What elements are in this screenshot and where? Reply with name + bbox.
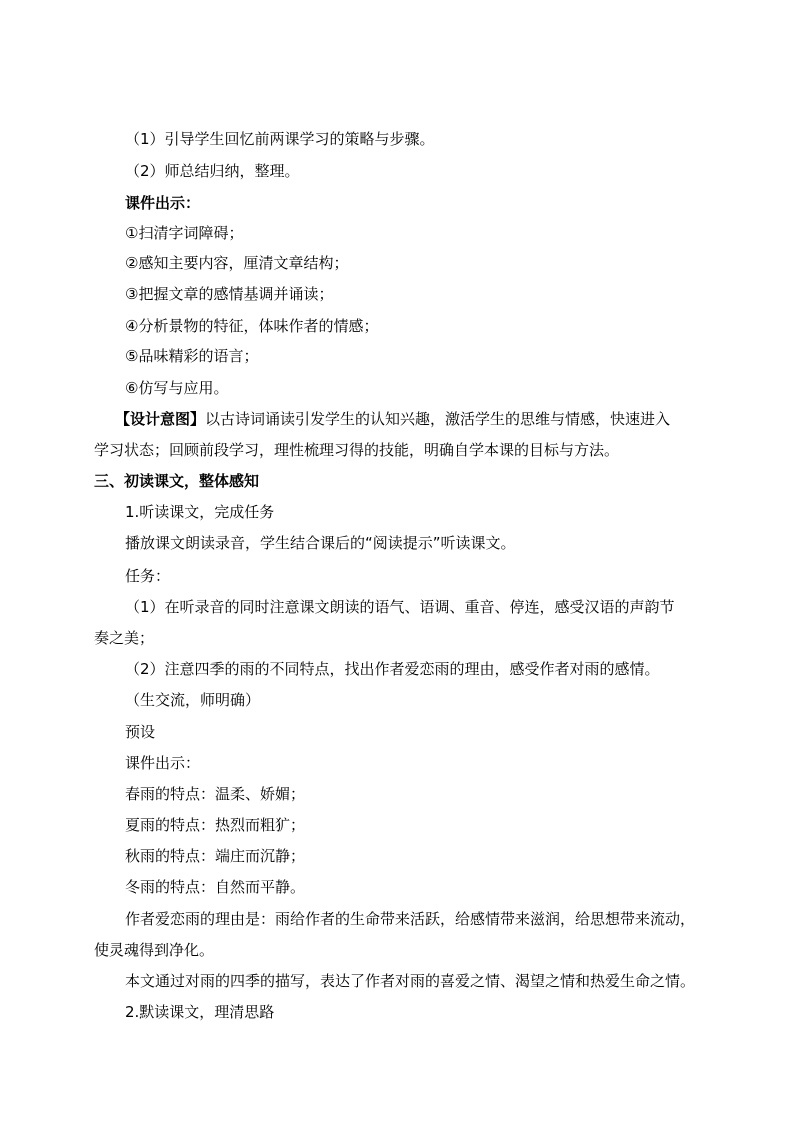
subsection-title: 2.默读课文，理清思路	[125, 1003, 275, 1021]
design-intent-label: 【设计意图】	[115, 410, 206, 428]
list-item: ⑥仿写与应用。	[125, 379, 229, 397]
courseware-heading: 课件出示：	[125, 194, 201, 212]
design-intent-text: 以古诗词诵读引发学生的认知兴趣，激活学生的思维与情感，快速进入	[205, 410, 671, 428]
paragraph: 播放课文朗读录音，学生结合课后的“阅读提示”听读课文。	[125, 534, 516, 552]
subsection-title: 1.听读课文，完成任务	[125, 503, 275, 521]
list-item: ②感知主要内容，厘清文章结构；	[125, 254, 349, 272]
list-item: 秋雨的特点：端庄而沉静；	[125, 847, 306, 865]
list-item: 春雨的特点：温柔、娇媚；	[125, 785, 306, 803]
list-item: ④分析景物的特征，体味作者的情感；	[125, 317, 379, 335]
task-2: （2）注意四季的雨的不同特点，找出作者爱恋雨的理由，感受作者对雨的感情。	[125, 660, 660, 678]
design-intent-line-2: 学习状态；回顾前段学习，理性梳理习得的技能，明确自学本课的目标与方法。	[94, 441, 620, 459]
list-item: ①扫清字词障碍；	[125, 224, 244, 242]
summary: 本文通过对雨的四季的描写，表达了作者对雨的喜爱之情、渴望之情和热爱生命之情。	[125, 972, 696, 990]
paragraph: 课件出示：	[125, 754, 201, 772]
paragraph-step-1: （1）引导学生回忆前两课学习的策略与步骤。	[125, 130, 435, 148]
paragraph: （生交流，师明确）	[125, 691, 261, 709]
task-1-line-2: 奏之美；	[94, 629, 155, 647]
task-label: 任务：	[125, 567, 171, 585]
design-intent-line-1	[115, 404, 670, 434]
reason-line-2: 使灵魂得到净化。	[94, 941, 215, 959]
list-item: 冬雨的特点：自然而平静。	[125, 878, 306, 896]
list-item: 夏雨的特点：热烈而粗犷；	[125, 816, 306, 834]
section-heading: 三、初读课文，整体感知	[94, 472, 260, 490]
list-item: ⑤品味精彩的语言；	[125, 347, 259, 365]
reason-line-1: 作者爱恋雨的理由是：雨给作者的生命带来活跃，给感情带来滋润，给思想带来流动，	[125, 910, 696, 928]
task-1-line-1: （1）在听录音的同时注意课文朗读的语气、语调、重音、停连，感受汉语的声韵节	[125, 598, 675, 616]
list-item: ③把握文章的感情基调并诵读；	[125, 285, 334, 303]
paragraph: 预设	[125, 723, 156, 741]
paragraph-step-2: （2）师总结归纳，整理。	[125, 162, 300, 180]
